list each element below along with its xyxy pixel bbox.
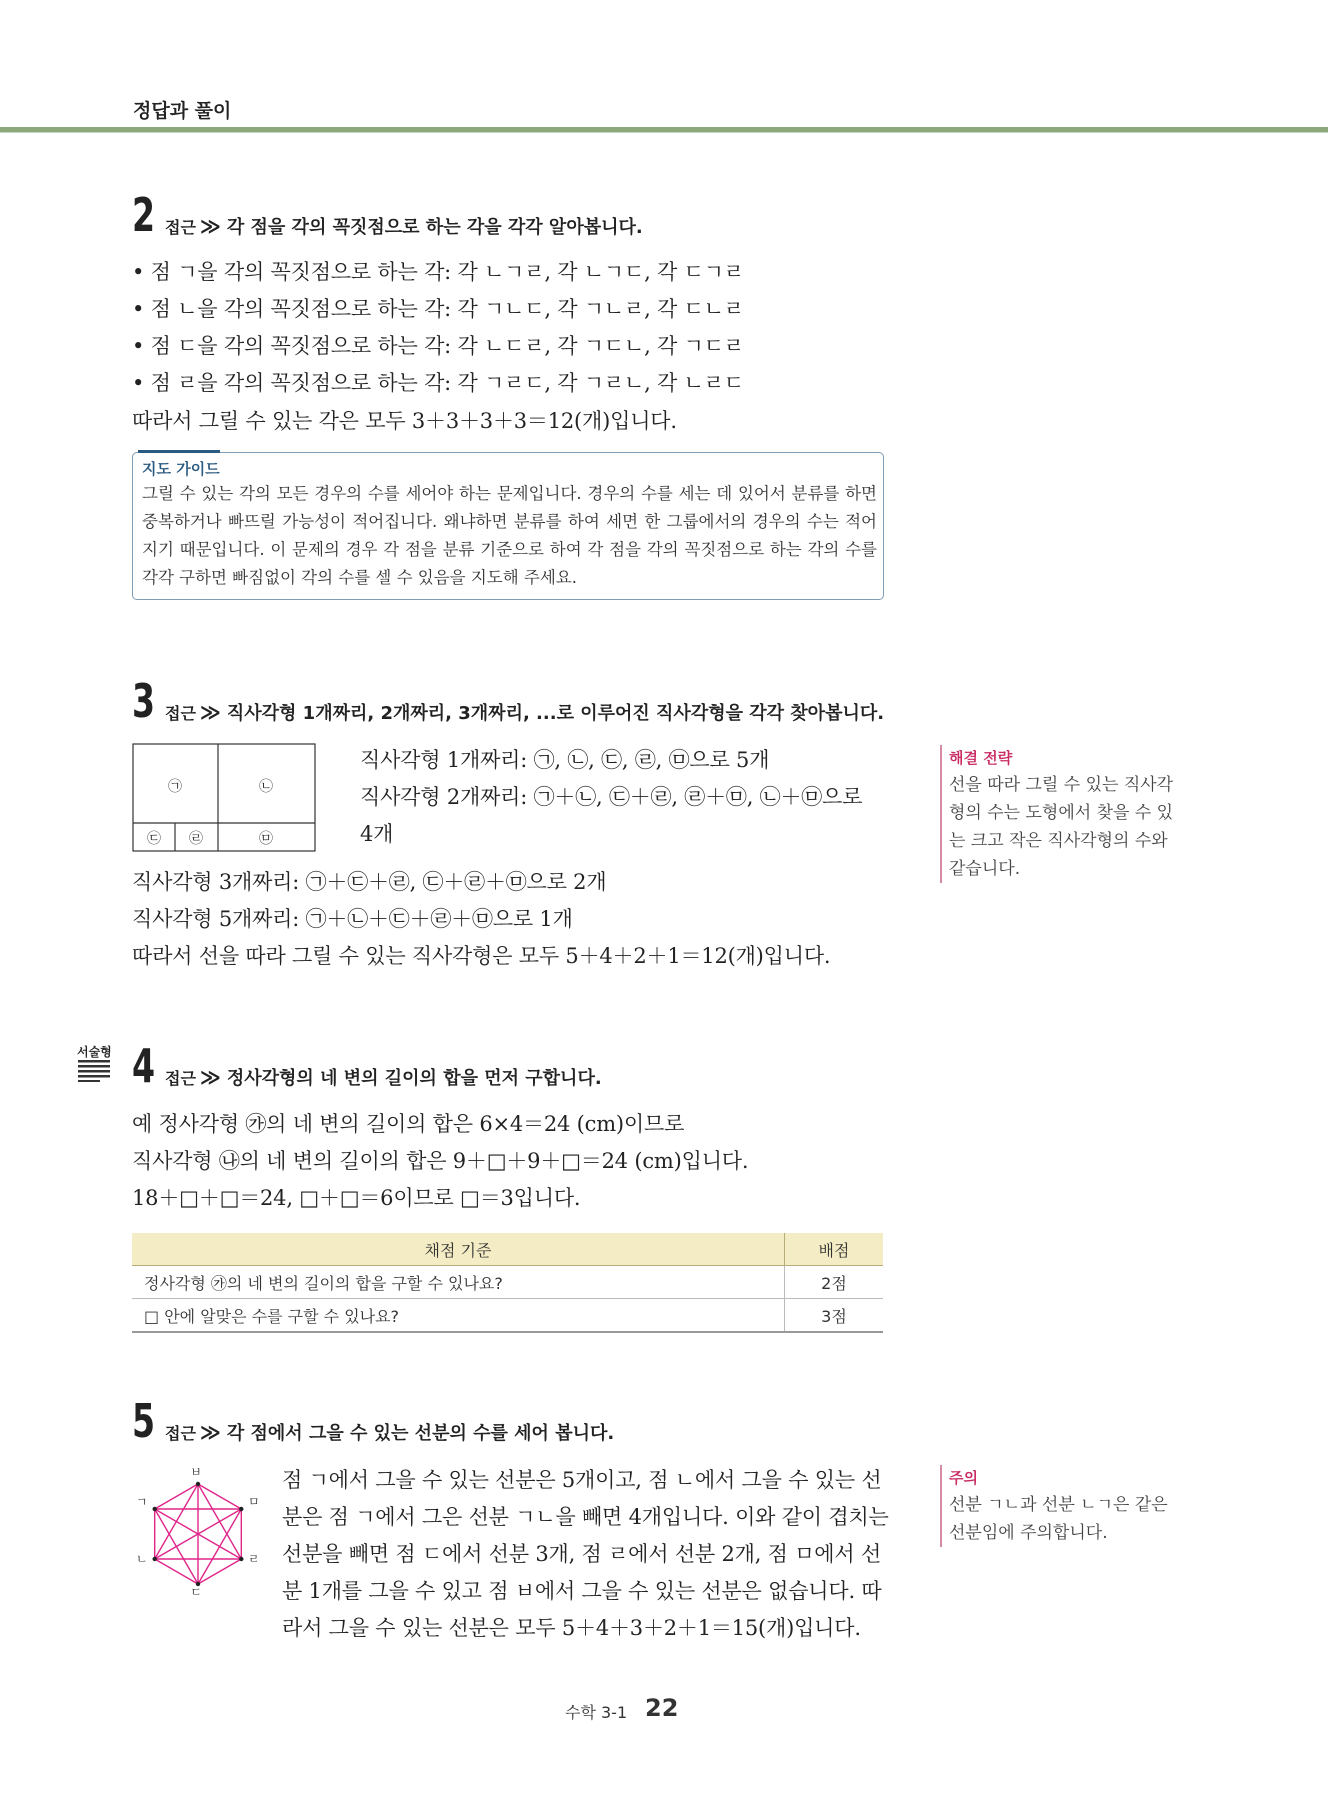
table-cell-points: 3점 (785, 1299, 884, 1333)
hexagon-vertex-dot (196, 1482, 200, 1486)
side-note-bar (940, 1465, 942, 1547)
question-number: 5 (132, 1394, 156, 1448)
vertex-label: ㄴ (136, 1552, 148, 1566)
solution-line: 분 1개를 그을 수 있고 점 ㅂ에서 그을 수 있는 선분은 없습니다. 따 (282, 1579, 882, 1603)
question-number: 2 (132, 188, 156, 242)
solution-line: 직사각형 1개짜리: ㉠, ㉡, ㉢, ㉣, ㉤으로 5개 (360, 748, 770, 772)
grid-label: ㉠ (168, 779, 182, 795)
hexagon-vertex-dot (152, 1557, 156, 1561)
approach-heading (165, 699, 884, 725)
hexagon-figure (128, 1462, 268, 1602)
grid-label: ㉡ (259, 779, 273, 795)
approach-label: 접근 (165, 1424, 196, 1443)
approach-text: 직사각형 1개짜리, 2개짜리, 3개짜리, ...로 이루어진 직사각형을 각각 찾아봅니다. (226, 703, 885, 724)
vertex-label: ㅂ (190, 1465, 202, 1479)
vertex-label: ㄱ (136, 1495, 148, 1509)
table-cell-points: 2점 (785, 1266, 884, 1299)
solution-line: 예 정사각형 ㉮의 네 변의 길이의 합은 6×4＝24 (cm)이므로 (132, 1112, 685, 1136)
teaching-guide-tab (138, 450, 220, 453)
solution-line: 따라서 선을 따라 그릴 수 있는 직사각형은 모두 5＋4＋2＋1＝12(개)입니다. (132, 944, 831, 968)
solution-line: 선분을 빼면 점 ㄷ에서 선분 3개, 점 ㄹ에서 선분 2개, 점 ㅁ에서 선 (282, 1542, 882, 1566)
approach-label: 접근 (165, 1069, 196, 1088)
solution-line: 분은 점 ㄱ에서 그은 선분 ㄱㄴ을 빼면 4개입니다. 이와 같이 겹치는 (282, 1505, 889, 1529)
header-divider-light (0, 132, 1328, 133)
lines-icon (78, 1060, 114, 1082)
rectangle-grid-figure (132, 743, 317, 853)
approach-text: 정사각형의 네 변의 길이의 합을 먼저 구합니다. (226, 1068, 602, 1089)
scoring-table (132, 1233, 883, 1333)
table-header-row (132, 1233, 883, 1266)
approach-text: 각 점을 각의 꼭짓점으로 하는 각을 각각 알아봅니다. (226, 217, 643, 238)
vertex-label: ㅁ (248, 1495, 260, 1509)
side-note-text: 선분 ㄱㄴ과 선분 ㄴㄱ은 같은 선분임에 주의합니다. (949, 1495, 1168, 1543)
table-cell-criteria: □ 안에 알맞은 수를 구할 수 있나요? (132, 1299, 785, 1333)
solution-line: 점 ㄱ에서 그을 수 있는 선분은 5개이고, 점 ㄴ에서 그을 수 있는 선 (282, 1468, 882, 1492)
solution-line: 직사각형 3개짜리: ㉠＋㉢＋㉣, ㉢＋㉣＋㉤으로 2개 (132, 870, 607, 894)
footer-subject: 수학 3-1 (565, 1703, 628, 1722)
descriptive-tag: 서술형 (77, 1045, 112, 1059)
approach-label: 접근 (165, 218, 196, 237)
solution-line: • 점 ㄹ을 각의 꼭짓점으로 하는 각: 각 ㄱㄹㄷ, 각 ㄱㄹㄴ, 각 ㄴㄹㄷ (132, 371, 744, 395)
table-header-criteria: 채점 기준 (132, 1233, 785, 1266)
side-note-bar (940, 745, 942, 883)
teaching-guide-title: 지도 가이드 (142, 460, 220, 478)
approach-arrow-icon: ≫ (199, 700, 221, 724)
approach-arrow-icon: ≫ (199, 214, 221, 238)
teaching-guide-text: 그릴 수 있는 각의 모든 경우의 수를 세어야 하는 문제입니다. 경우의 수를 세는 데 있어서 분류를 하면 중복하거나 빠뜨릴 가능성이 적어집니다. 왜냐하면 분류를 하여 세면 한 그룹에서의 경우의 수는 적어지기 때문입니다. 이 문제의 경우 각 점을 분류 기준으로 하여 각 점을 각의 꼭짓점으로 하는 각의 수를 각각 구하면 빠짐없이 각의 수를 셀 수 있음을 지도해 주세요. (142, 484, 877, 587)
side-note-title: 해결 전략 (949, 749, 1013, 767)
side-note-title: 주의 (949, 1469, 978, 1487)
solution-line: • 점 ㄴ을 각의 꼭짓점으로 하는 각: 각 ㄱㄴㄷ, 각 ㄱㄴㄹ, 각 ㄷㄴㄹ (132, 297, 744, 321)
solution-line: 따라서 그릴 수 있는 각은 모두 3＋3＋3＋3＝12(개)입니다. (132, 409, 677, 433)
table-row (132, 1299, 883, 1333)
side-note-text: 선을 따라 그릴 수 있는 직사각형의 수는 도형에서 찾을 수 있는 크고 작은 직사각형의 수와 같습니다. (949, 775, 1174, 879)
table-header-points: 배점 (785, 1233, 884, 1266)
hexagon-vertex-dot (239, 1507, 243, 1511)
solution-line: 라서 그을 수 있는 선분은 모두 5＋4＋3＋2＋1＝15(개)입니다. (282, 1616, 861, 1640)
grid-label: ㉤ (259, 831, 273, 847)
grid-label: ㉢ (147, 831, 161, 847)
approach-heading (165, 1419, 614, 1445)
solution-line: 직사각형 ㉯의 네 변의 길이의 합은 9＋□＋9＋□＝24 (cm)입니다. (132, 1149, 749, 1173)
solution-line: 4개 (360, 822, 394, 846)
solution-line: • 점 ㄷ을 각의 꼭짓점으로 하는 각: 각 ㄴㄷㄹ, 각 ㄱㄷㄴ, 각 ㄱㄷㄹ (132, 334, 744, 358)
approach-arrow-icon: ≫ (199, 1065, 221, 1089)
hexagon-vertex-dot (239, 1557, 243, 1561)
grid-label: ㉣ (189, 831, 203, 847)
solution-line: 18＋□＋□＝24, □＋□＝6이므로 □＝3입니다. (132, 1186, 581, 1210)
vertex-label: ㄷ (190, 1585, 202, 1599)
solution-line: • 점 ㄱ을 각의 꼭짓점으로 하는 각: 각 ㄴㄱㄹ, 각 ㄴㄱㄷ, 각 ㄷㄱㄹ (132, 260, 744, 284)
table-row (132, 1266, 883, 1299)
approach-arrow-icon: ≫ (199, 1420, 221, 1444)
table-cell-criteria: 정사각형 ㉮의 네 변의 길이의 합을 구할 수 있나요? (132, 1266, 785, 1299)
approach-text: 각 점에서 그을 수 있는 선분의 수를 세어 봅니다. (226, 1423, 615, 1444)
approach-heading (165, 213, 643, 239)
vertex-label: ㄹ (248, 1552, 260, 1566)
question-number: 3 (132, 674, 156, 728)
hexagon-vertex-dot (152, 1507, 156, 1511)
solution-line: 직사각형 2개짜리: ㉠＋㉡, ㉢＋㉣, ㉣＋㉤, ㉡＋㉤으로 (360, 785, 863, 809)
page-header-title: 정답과 풀이 (133, 100, 232, 122)
solution-line: 직사각형 5개짜리: ㉠＋㉡＋㉢＋㉣＋㉤으로 1개 (132, 907, 573, 931)
approach-heading (165, 1064, 602, 1090)
page-number: 22 (645, 1694, 679, 1722)
approach-label: 접근 (165, 704, 196, 723)
question-number: 4 (132, 1039, 156, 1093)
